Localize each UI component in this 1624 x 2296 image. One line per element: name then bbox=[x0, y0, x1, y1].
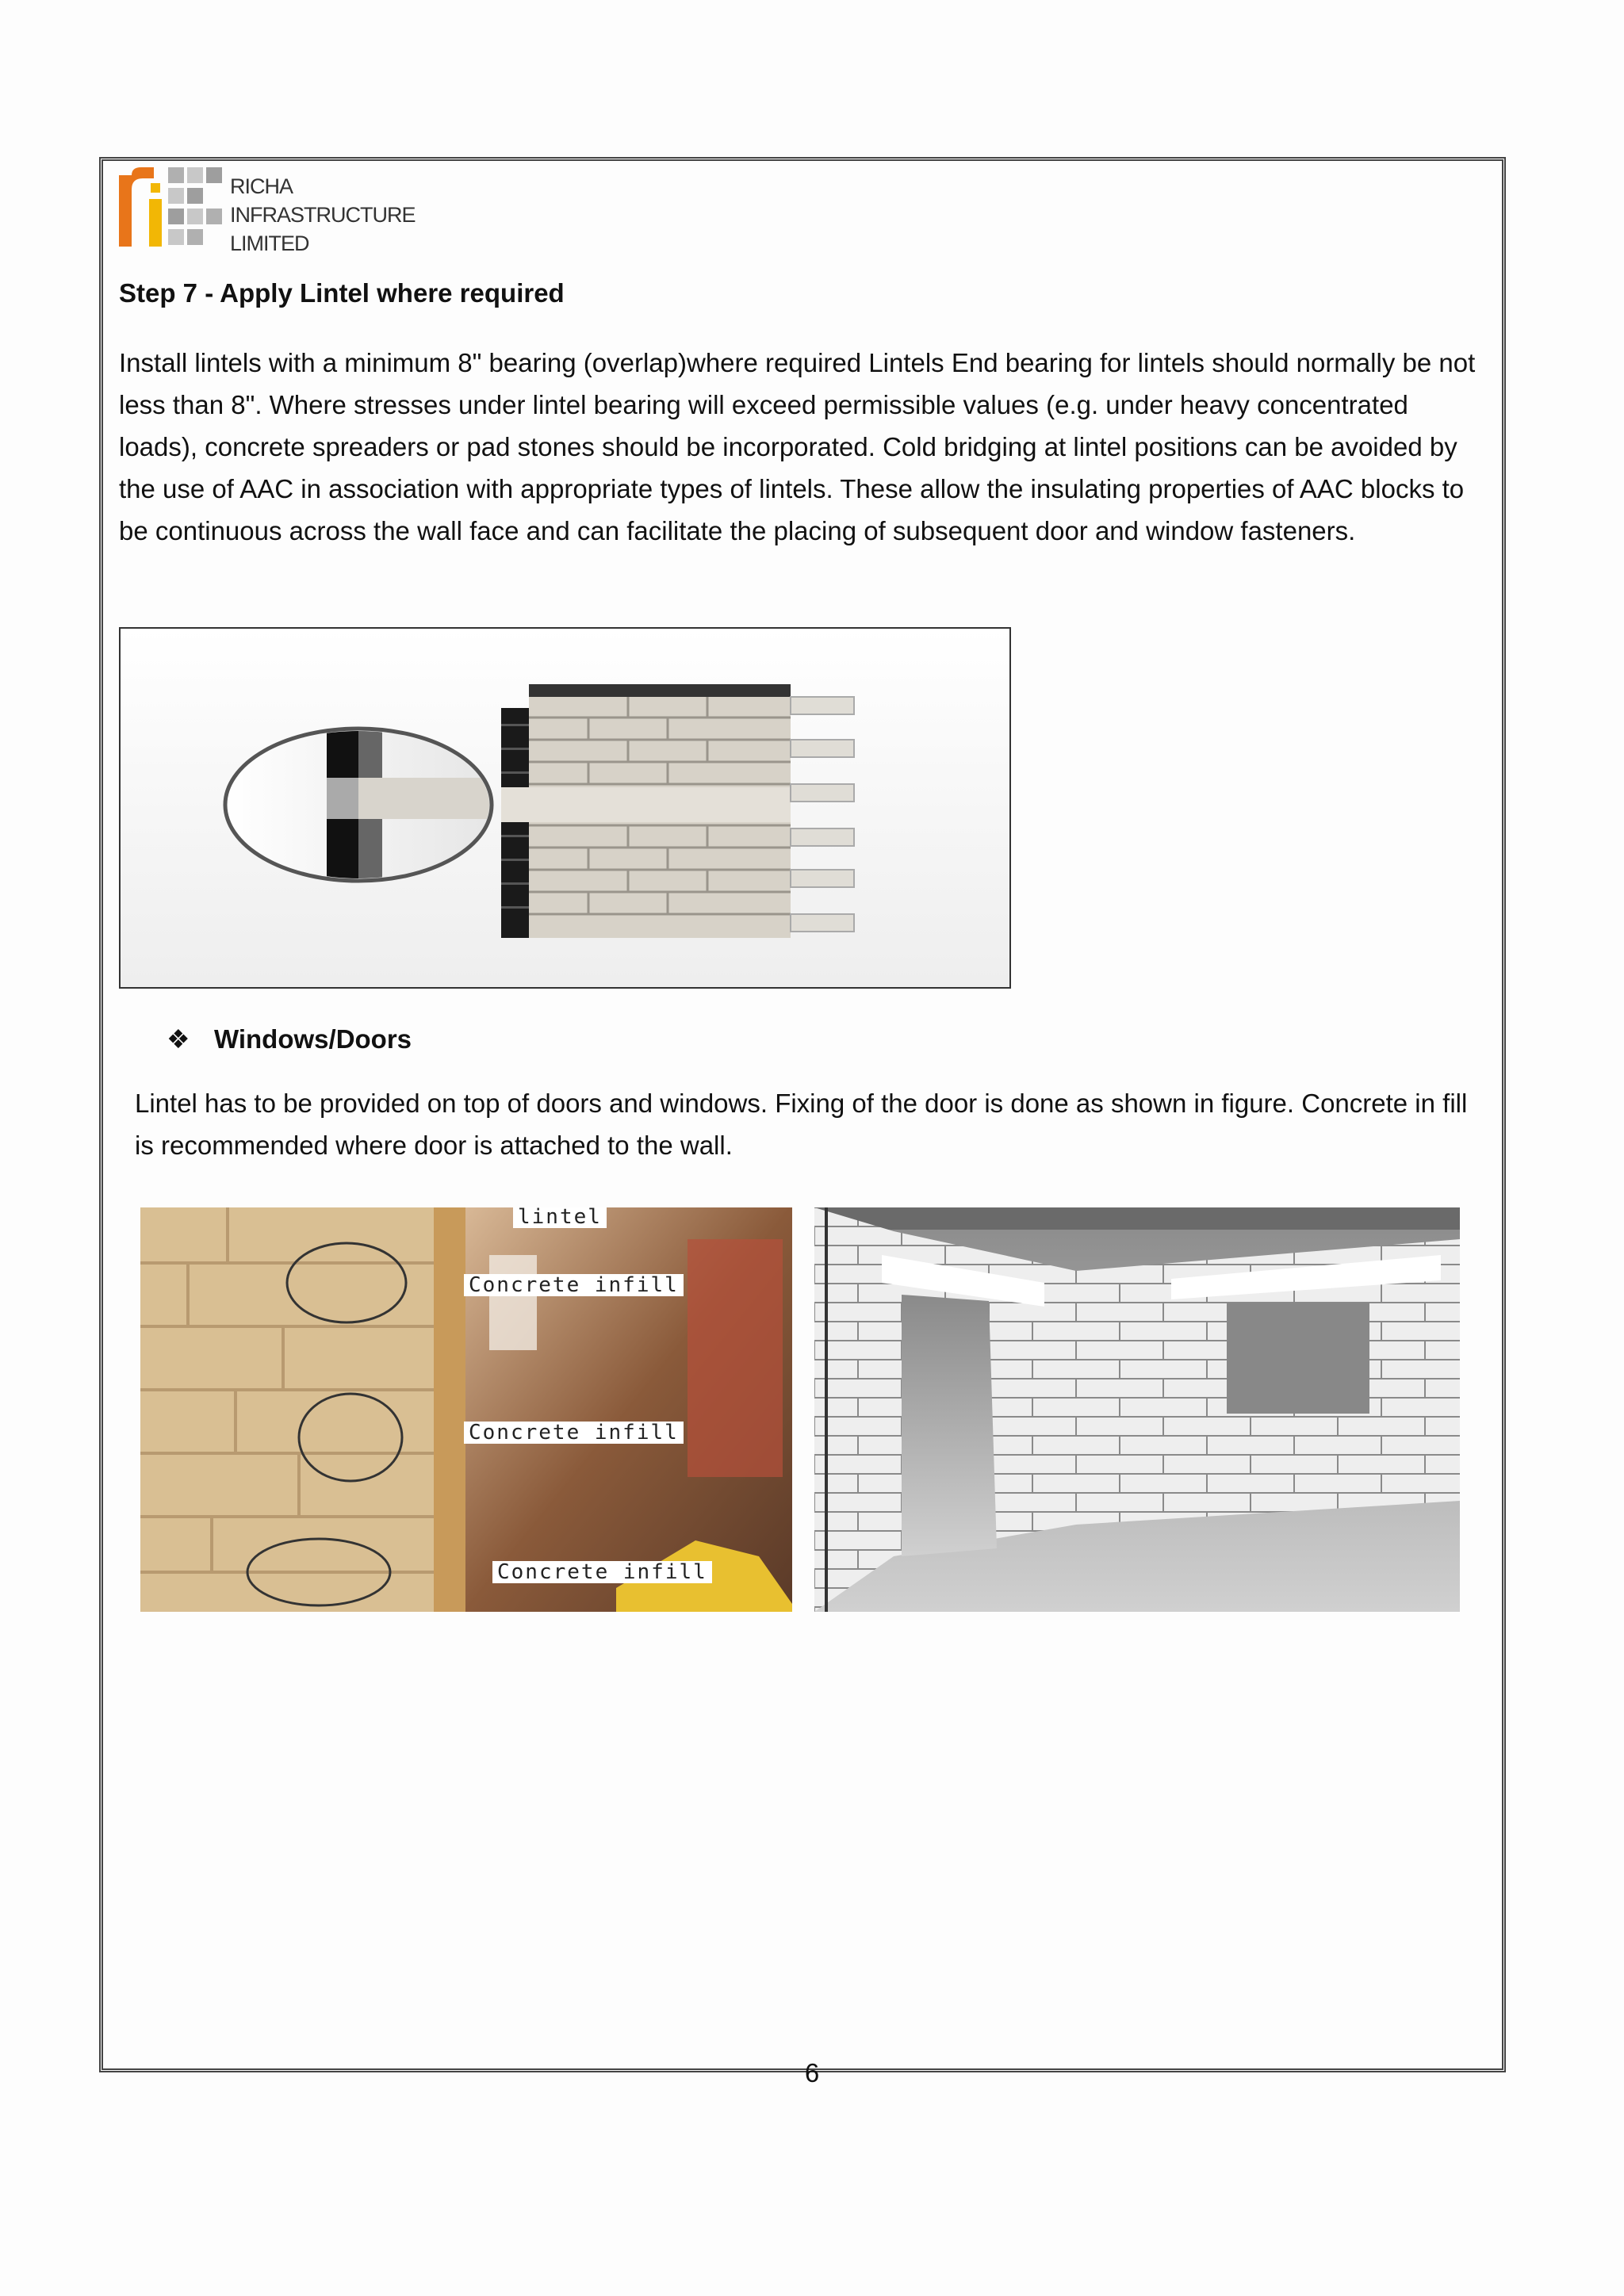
concrete-infill-label-3: Concrete infill bbox=[492, 1561, 712, 1583]
brick-wall-door-photo bbox=[140, 1207, 792, 1612]
lintel-label: lintel bbox=[513, 1207, 607, 1228]
windows-doors-title-row bbox=[167, 1024, 412, 1054]
block-room-render bbox=[814, 1207, 1460, 1612]
subsection-title: Windows/Doors bbox=[214, 1024, 412, 1054]
concrete-infill-label-2: Concrete infill bbox=[464, 1422, 684, 1444]
logo-line-2: INFRASTRUCTURE bbox=[230, 203, 416, 227]
logo-mark-icon bbox=[119, 167, 226, 247]
concrete-infill-label-1: Concrete infill bbox=[464, 1274, 684, 1296]
logo-wordmark bbox=[230, 172, 416, 258]
room-with-lintels-illustration bbox=[814, 1207, 1460, 1612]
page-frame bbox=[99, 157, 1506, 2072]
lintel-bearing-figure bbox=[119, 627, 1011, 989]
logo-line-1: RICHA bbox=[230, 174, 293, 198]
subsection-paragraph: Lintel has to be provided on top of doors and windows. Fixing of the door is done as shown in figure. Concrete in fill is recommended where door is attached to the wall. bbox=[135, 1089, 1468, 1160]
concrete-infill-photo bbox=[140, 1207, 792, 1612]
diamond-bullet-icon: ❖ bbox=[167, 1024, 190, 1054]
lintel-block-illustration bbox=[121, 629, 1009, 987]
page-number: 6 bbox=[804, 2058, 820, 2087]
section-paragraph: Install lintels with a minimum 8" bearing (overlap)where required Lintels End bearing for lintels should normally be not less than 8". Where stresses under lintel bearing will exceed permissible values (e.g. under heavy concentrated loads), concrete spreaders or pad stones should be incorporated. Cold bridging at lintel positions can be avoided by the use of AAC in association with appropriate types of lintels. These allow the insulating properties of AAC blocks to be continuous across the wall face and can facilitate the placing of subsequent door and window fasteners. bbox=[119, 348, 1476, 545]
section-heading: Step 7 - Apply Lintel where required bbox=[119, 278, 565, 308]
logo-line-3: LIMITED bbox=[230, 232, 309, 255]
company-logo bbox=[119, 167, 416, 255]
